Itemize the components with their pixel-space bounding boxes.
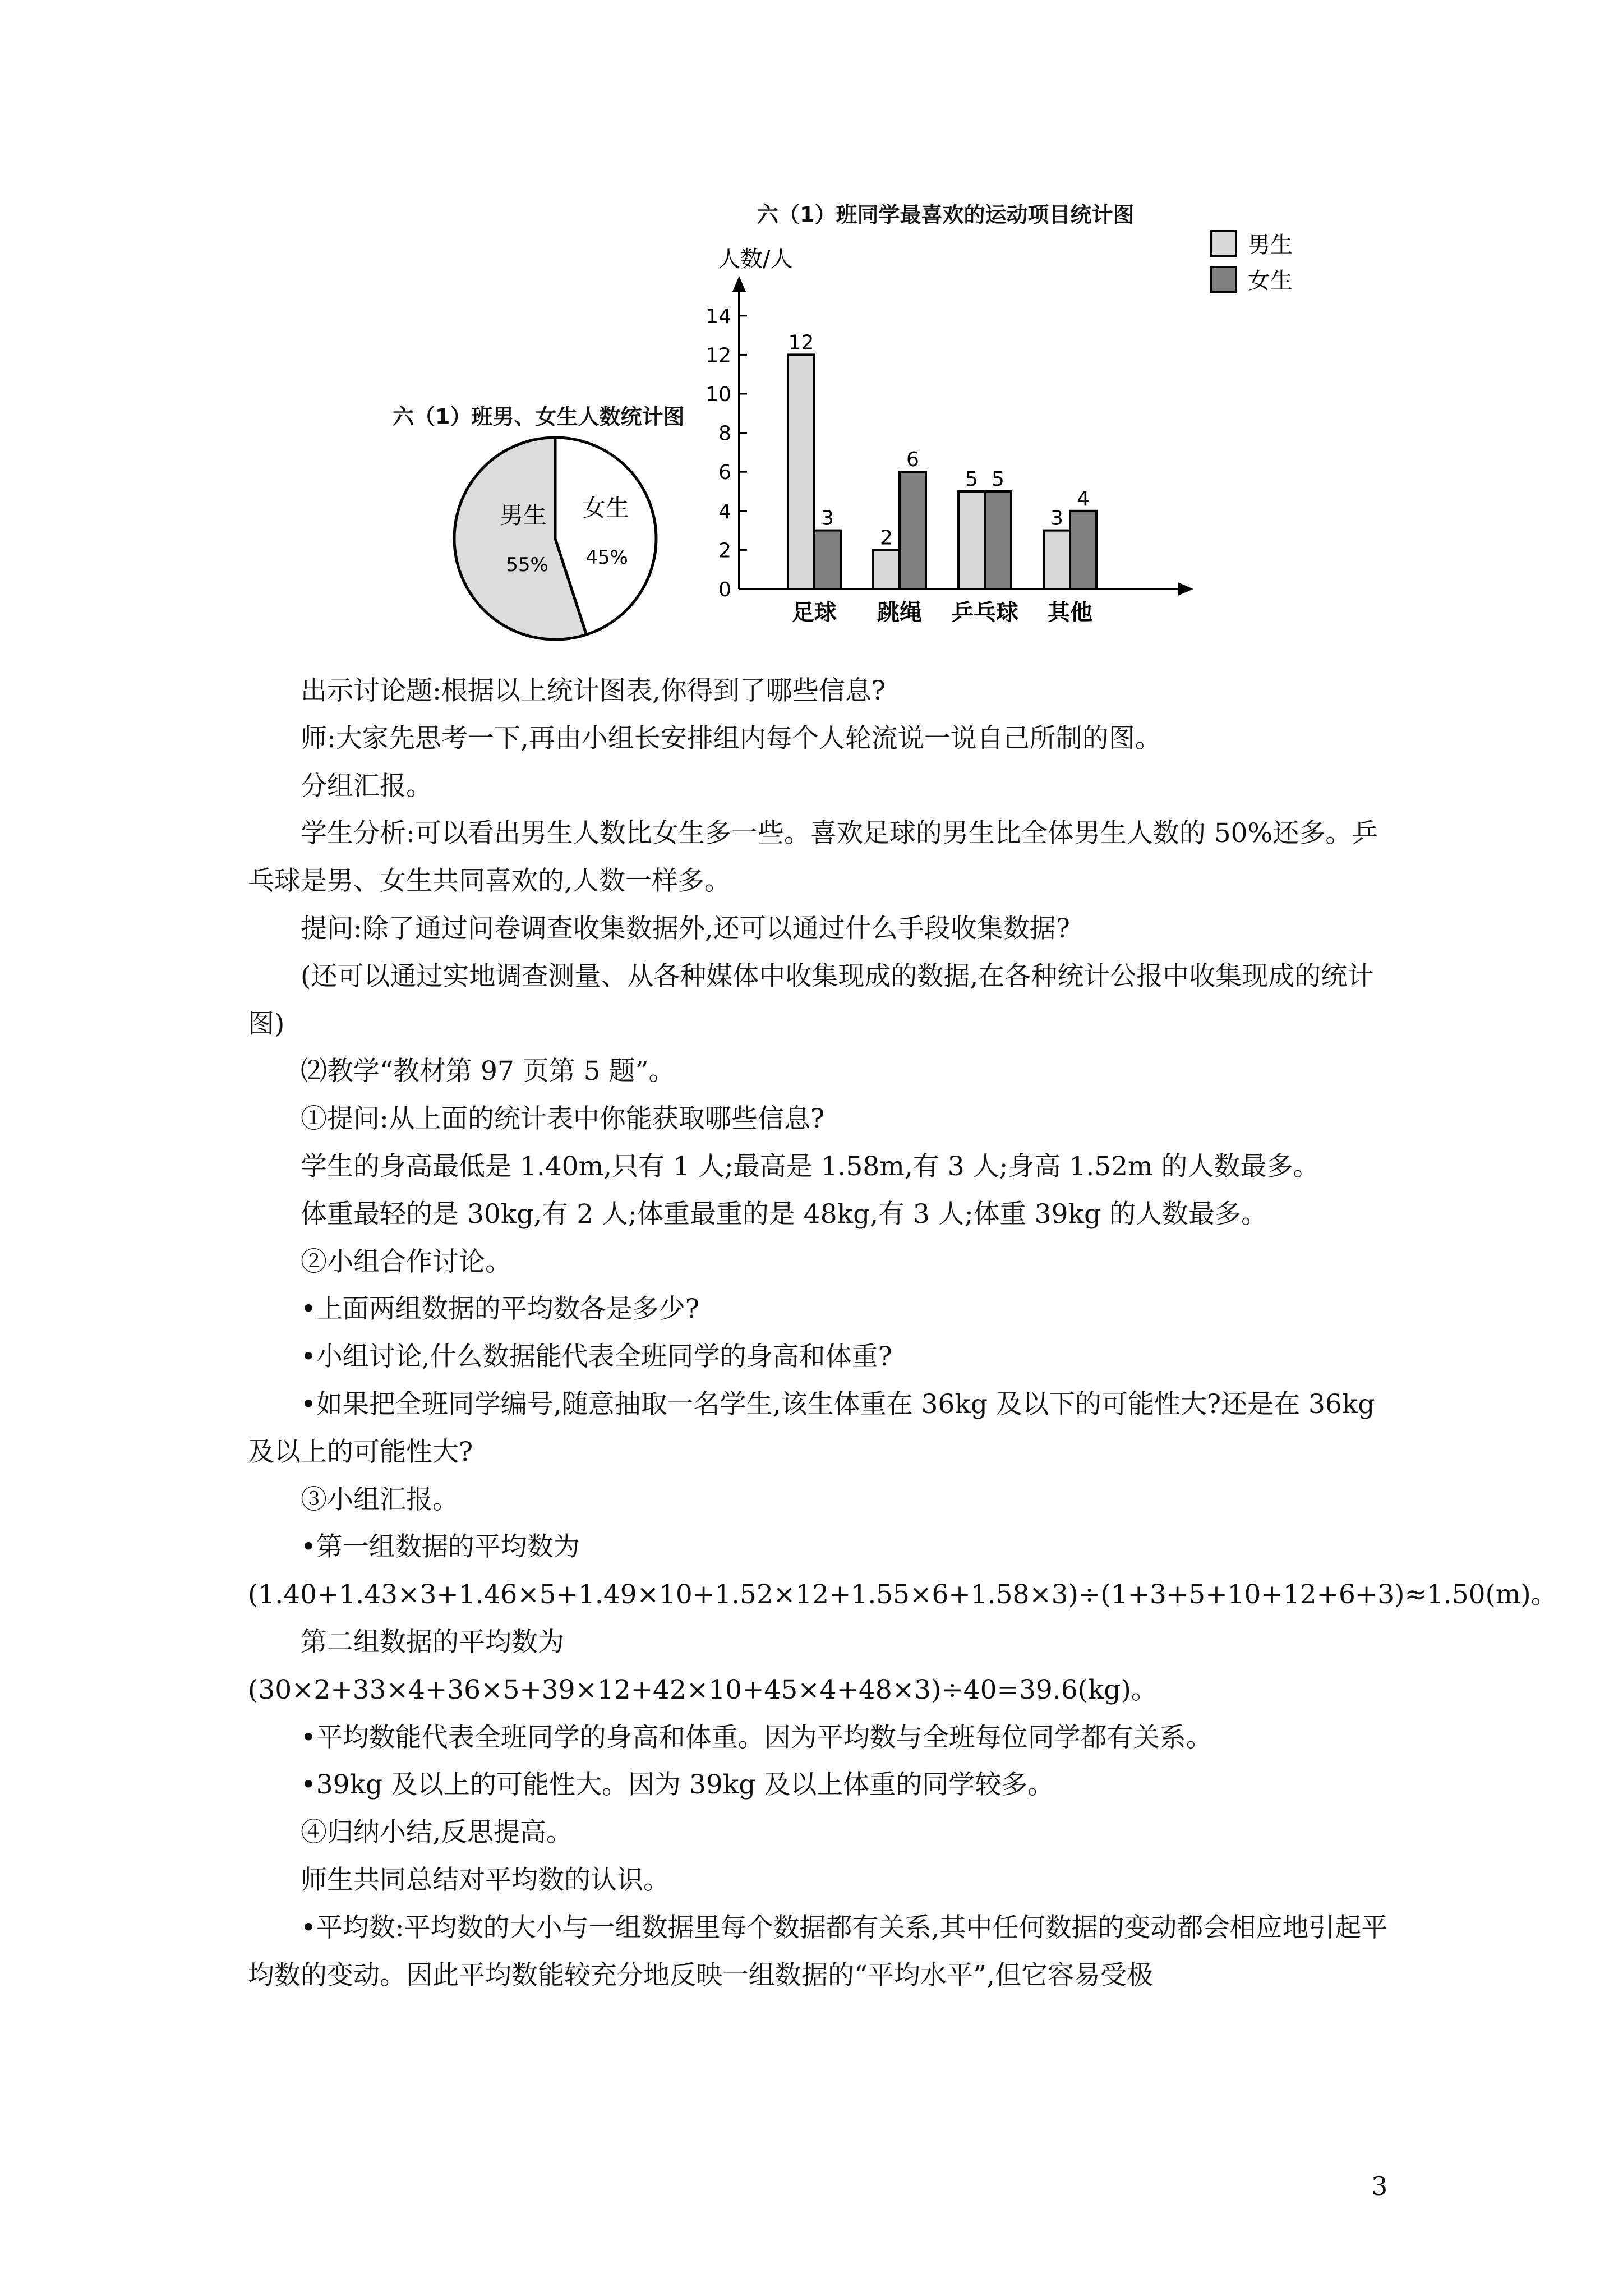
paragraph: 第二组数据的平均数为 [301, 1626, 564, 1658]
bar-boys [1044, 531, 1070, 589]
paragraph: ④归纳小结,反思提高。 [301, 1817, 573, 1848]
y-tick-label: 0 [718, 578, 731, 601]
y-tick-label: 6 [718, 461, 731, 485]
legend-label: 男生 [1248, 232, 1293, 258]
bar-value-label: 2 [880, 526, 893, 550]
legend-label: 女生 [1248, 268, 1293, 294]
bar-girls [985, 491, 1011, 589]
bar-boys [788, 355, 814, 589]
bar-value-label: 3 [1050, 507, 1063, 530]
paragraph: 分组汇报。 [301, 770, 432, 802]
formula: (30×2+33×4+36×5+39×12+42×10+45×4+48×3)÷40=39.6(kg)。 [248, 1674, 1158, 1705]
bar-value-label: 12 [788, 331, 814, 355]
bar-chart-title: 六（1）班同学最喜欢的运动项目统计图 [757, 203, 1135, 227]
y-tick-label: 10 [706, 383, 731, 406]
x-axis-arrow-icon [1178, 582, 1193, 596]
bar-value-label: 3 [821, 507, 834, 530]
y-tick-label: 2 [718, 539, 731, 563]
paragraph: 师生共同总结对平均数的认识。 [301, 1864, 670, 1895]
paragraph: ①提问:从上面的统计表中你能获取哪些信息? [301, 1103, 825, 1135]
category-label: 乒乓球 [951, 600, 1018, 625]
pie-chart [449, 432, 662, 645]
legend-swatch [1211, 267, 1236, 292]
bar-chart [701, 224, 1346, 628]
paragraph: 学生的身高最低是 1.40m,只有 1 人;最高是 1.58m,有 3 人;身高 1.52m 的人数最多。 [301, 1151, 1320, 1182]
paragraph: •上面两组数据的平均数各是多少? [301, 1294, 699, 1325]
paragraph: ③小组汇报。 [301, 1484, 459, 1515]
paragraph: •平均数:平均数的大小与一组数据里每个数据都有关系,其中任何数据的变动都会相应地引起平均数的变动。因此平均数能较充分地反映一组数据的“平均水平”,但它容易受极 [248, 1912, 1388, 1991]
paragraph: 出示讨论题:根据以上统计图表,你得到了哪些信息? [301, 675, 886, 706]
y-axis-label: 人数/人 [718, 246, 793, 272]
paragraph: (还可以通过实地调查测量、从各种媒体中收集现成的数据,在各种统计公报中收集现成的统计图) [248, 960, 1374, 1039]
bar-girls [900, 472, 926, 589]
paragraph: •39kg 及以上的可能性大。因为 39kg 及以上体重的同学较多。 [301, 1769, 1054, 1801]
category-label: 足球 [792, 600, 837, 625]
y-tick-label: 4 [718, 500, 731, 523]
bar-boys [958, 491, 985, 589]
category-label: 其他 [1048, 600, 1092, 625]
paragraph: ②小组合作讨论。 [301, 1246, 511, 1277]
paragraph: •小组讨论,什么数据能代表全班同学的身高和体重? [301, 1341, 892, 1373]
paragraph: 体重最轻的是 30kg,有 2 人;体重最重的是 48kg,有 3 人;体重 39kg 的人数最多。 [301, 1198, 1267, 1230]
pie-chart-title: 六（1）班男、女生人数统计图 [393, 404, 685, 429]
pie-label-boys: 男生 [499, 501, 547, 529]
y-axis-arrow-icon [732, 276, 746, 292]
body-text [248, 668, 1557, 1999]
bar-girls [814, 531, 841, 589]
paragraph: 师:大家先思考一下,再由小组长安排组内每个人轮流说一说自己所制的图。 [301, 723, 1161, 754]
bar-boys [873, 550, 900, 589]
bar-value-label: 6 [906, 448, 919, 472]
y-tick-label: 12 [706, 344, 731, 367]
paragraph: •如果把全班同学编号,随意抽取一名学生,该生体重在 36kg 及以下的可能性大?还是在 36kg 及以上的可能性大? [248, 1388, 1375, 1467]
paragraph: 提问:除了通过问卷调查收集数据外,还可以通过什么手段收集数据? [301, 913, 1070, 944]
formula: (1.40+1.43×3+1.46×5+1.49×10+1.52×12+1.55×6+1.58×3)÷(1+3+5+10+12+6+3)≈1.50(m)。 [248, 1579, 1557, 1611]
paragraph: ⑵教学“教材第 97 页第 5 题”。 [301, 1056, 675, 1087]
bar-value-label: 4 [1077, 487, 1090, 510]
category-label: 跳绳 [877, 600, 922, 625]
pie-percent-boys: 55% [506, 554, 548, 576]
y-tick-label: 14 [706, 305, 731, 328]
paragraph: •平均数能代表全班同学的身高和体重。因为平均数与全班每位同学都有关系。 [301, 1722, 1212, 1753]
y-tick-label: 8 [718, 422, 731, 445]
pie-label-girls: 女生 [582, 494, 630, 522]
bar-girls [1070, 511, 1096, 589]
page-number: 3 [1371, 2171, 1388, 2201]
bar-value-label: 5 [992, 468, 1004, 491]
bar-value-label: 5 [965, 468, 978, 491]
legend-swatch [1211, 231, 1236, 256]
paragraph: 学生分析:可以看出男生人数比女生多一些。喜欢足球的男生比全体男生人数的 50%还多。乒乓球是男、女生共同喜欢的,人数一样多。 [248, 818, 1378, 897]
pie-percent-girls: 45% [585, 546, 628, 569]
paragraph: •第一组数据的平均数为 [301, 1531, 580, 1563]
